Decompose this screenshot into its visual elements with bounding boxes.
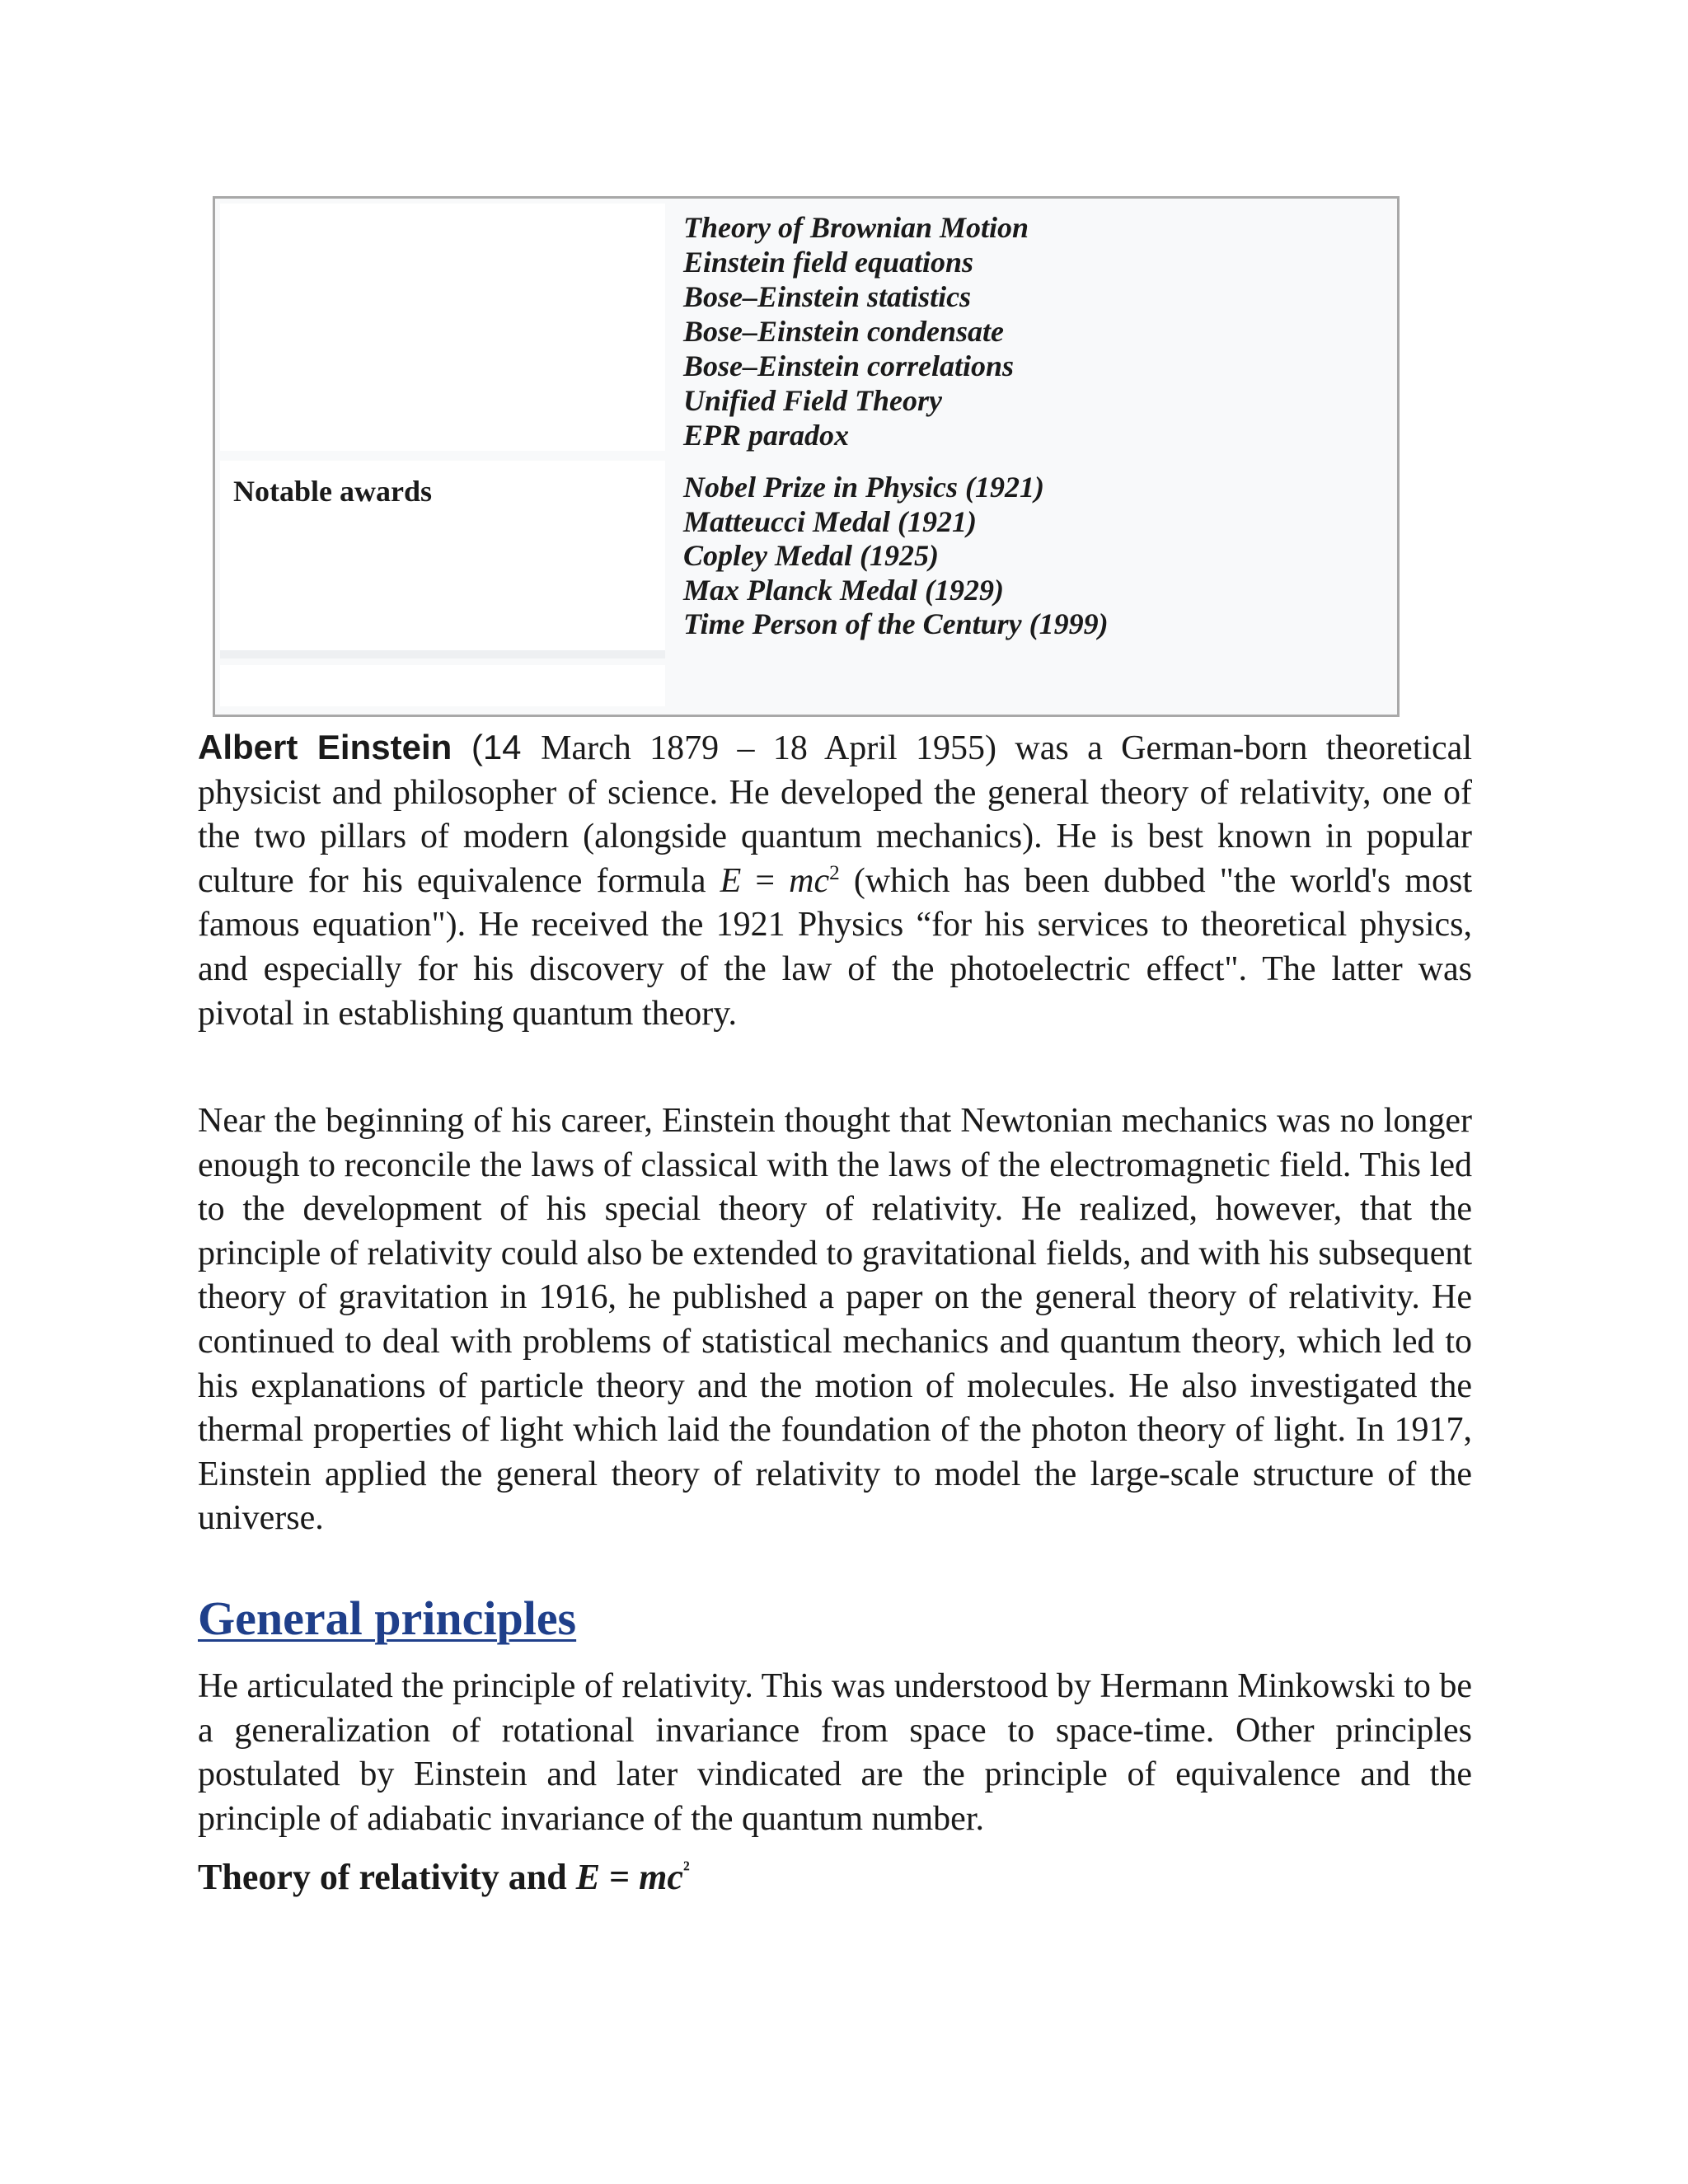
formula-exponent: 2 bbox=[829, 861, 840, 884]
infobox-awards-list bbox=[683, 471, 1109, 642]
award-item: Copley Medal (1925) bbox=[683, 539, 939, 572]
formula-e: E bbox=[720, 861, 742, 900]
subject-name: Albert Einstein bbox=[198, 728, 452, 766]
intro-text-b: (which has been dubbed "the world's most famous equation"). He received the 1921 Physics “for his services to theoretical physics, and especially for his discovery of the law of the photoelectric effect". The latter was pivotal in establishing quantum theory. bbox=[198, 861, 1473, 1033]
intro-date-open: (14 bbox=[452, 728, 542, 766]
subheading-equals: = bbox=[600, 1857, 640, 1897]
known-for-item: Bose–Einstein correlations bbox=[683, 349, 1015, 382]
infobox bbox=[213, 196, 1400, 717]
career-paragraph: Near the beginning of his career, Einstein thought that Newtonian mechanics was no longer enough to reconcile the laws of classical with the laws of the electromagnetic field. This led to the development of his special theory of relativity. He realized, however, that the principle of relativity could also be extended to gravitational fields, and with his subsequent theory of gravitation in 1916, he published a paper on the general theory of relativity. He continued to deal with problems of statistical mechanics and quantum theory, which led to his explanations of particle theory and the motion of molecules. He also investigated the thermal properties of light which laid the foundation of the photon theory of light. In 1917, Einstein applied the general theory of relativity to model the large-scale structure of the universe. bbox=[198, 1102, 1472, 1538]
known-for-item: Theory of Brownian Motion bbox=[683, 211, 1029, 244]
known-for-item: EPR paradox bbox=[683, 419, 850, 452]
principles-paragraph: He articulated the principle of relativity. This was understood by Hermann Minkowski to be a generalization of rotational invariance from space to space-time. Other principles postulated by Einstein and later vindicated are the principle of equivalence and the principle of adiabatic invariance of the quantum number. bbox=[198, 1667, 1472, 1838]
infobox-row-divider bbox=[220, 650, 665, 658]
known-for-item: Bose–Einstein statistics bbox=[683, 280, 972, 313]
formula-equals: = bbox=[741, 861, 790, 900]
award-item: Max Planck Medal (1929) bbox=[683, 573, 1004, 607]
infobox-label-cell-known-for bbox=[220, 204, 665, 451]
known-for-item: Bose–Einstein condensate bbox=[683, 315, 1005, 348]
subheading-text: Theory of relativity and bbox=[198, 1857, 576, 1897]
intro-text-a: March 1879 – 18 April 1955) was a German-born theoretical physicist and philosopher of science. He developed the general theory of relativity, one of the two pillars of modern (alongside quantum mechanics). He is best known in popular culture for his equivalence formula bbox=[198, 729, 1472, 900]
known-for-item: Unified Field Theory bbox=[683, 384, 942, 417]
known-for-item: Einstein field equations bbox=[683, 246, 974, 279]
infobox-awards-label: Notable awards bbox=[233, 475, 432, 508]
subheading-mc: mc bbox=[639, 1857, 683, 1897]
subheading-e: E bbox=[575, 1857, 601, 1897]
formula-mc: mc bbox=[789, 861, 830, 900]
subheading-exponent: ² bbox=[682, 1856, 690, 1882]
award-item: Time Person of the Century (1999) bbox=[683, 607, 1109, 640]
section-heading-general-principles[interactable]: General principles bbox=[198, 1591, 577, 1645]
infobox-known-for-list bbox=[683, 210, 1029, 452]
award-item: Nobel Prize in Physics (1921) bbox=[683, 471, 1044, 504]
award-item: Matteucci Medal (1921) bbox=[683, 504, 977, 538]
intro-paragraph bbox=[198, 725, 1472, 1036]
infobox-label-cell-empty bbox=[220, 665, 665, 706]
subsection-heading-relativity bbox=[198, 1856, 690, 1898]
